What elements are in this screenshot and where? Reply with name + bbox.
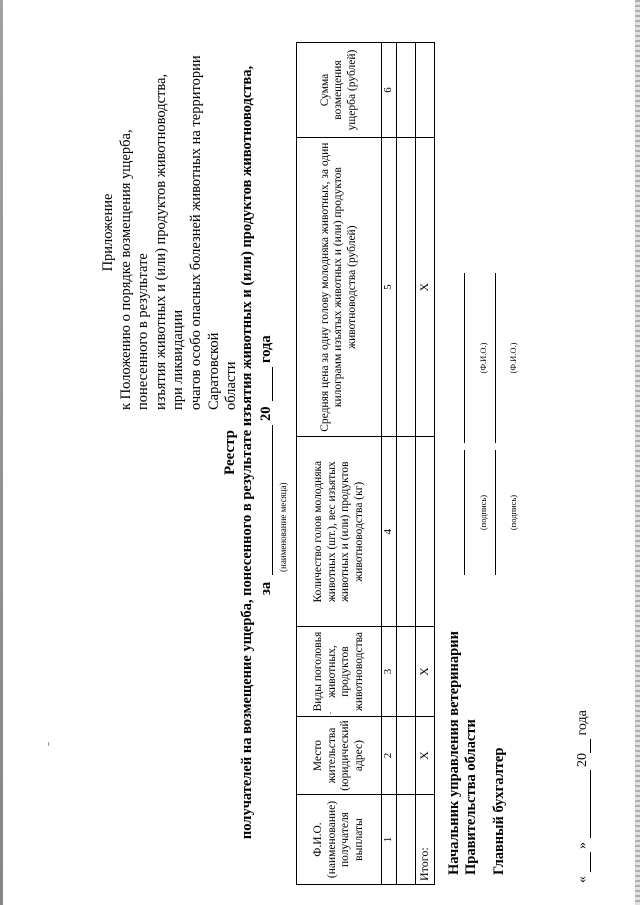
table-header-row [297,43,382,885]
total-row [415,43,434,885]
period-year-prefix: 20 [258,406,274,421]
column-number: 2 [382,717,397,795]
table-cell[interactable] [396,43,415,138]
column-number-row [382,43,397,885]
total-label: Итого: [415,795,434,885]
appendix-line: к Положению о порядке возмещения ущерба, понесенного в результате [117,129,152,410]
column-header: Ф.И.О. (наименование) получателя выплаты [297,795,382,885]
appendix-block [100,55,241,410]
table-cell[interactable] [396,627,415,717]
column-header: Количество голов молодняка животных (шт.), вес изъятых животных и (или) продуктов животноводства (кг) [297,437,382,627]
date-close-quote: » [575,842,590,849]
register-title: Реестр [222,430,238,476]
table-row [396,43,415,885]
total-cell: X [415,717,434,795]
column-header: Виды поголовья животных, продуктов животноводства [297,627,382,717]
date-year-blank[interactable] [590,739,591,753]
appendix-title: Приложение [100,193,116,272]
accountant-fio-line[interactable] [495,273,496,443]
register-table [296,42,435,885]
column-header: Сумма возмещения ущерба (рублей) [297,43,382,138]
table-cell[interactable] [396,795,415,885]
column-header: Место жительства (юридический адрес) [297,717,382,795]
signature-caption: (подпись) [478,494,488,531]
column-number: 6 [382,43,397,138]
column-number: 4 [382,437,397,627]
head-title-line1: Начальник управления ветеринарии [446,631,462,875]
total-cell: X [415,627,434,717]
column-header: Средняя цена за одну голову молодняка животных, за один килограмм изъятых животных и (или) продуктов животноводства (рублей) [297,137,382,436]
head-fio-line[interactable] [464,273,465,443]
column-number: 3 [382,627,397,717]
total-cell[interactable] [415,437,434,627]
date-month-blank[interactable] [590,771,591,839]
column-number: 1 [382,795,397,885]
year-blank [272,367,273,401]
appendix-line: очагов особо опасных болезней животных на территории Саратовской [187,55,222,410]
appendix-line: изъятия животных и (или) продуктов животноводства, при ликвидации [152,73,187,410]
table-cell[interactable] [396,437,415,627]
fio-caption: (Ф.И.О.) [508,342,518,374]
date-year-prefix: 20 [575,753,590,767]
head-signature-line[interactable] [464,450,465,575]
total-cell[interactable] [415,43,434,138]
period-year-suffix: года [258,335,274,363]
column-number: 5 [382,137,397,436]
date-open-quote: « [575,876,590,883]
register-subtitle: получателей на возмещение ущерба, понесенного в результате изъятия животных и (или) продуктов животноводства, [239,65,255,840]
table-cell[interactable] [396,717,415,795]
signature-caption: (подпись) [508,494,518,531]
appendix-line: области [223,361,240,410]
fio-caption: (Ф.И.О.) [478,342,488,374]
register-period [258,235,278,655]
table-cell[interactable] [396,137,415,436]
accountant-title: Главный бухгалтер [491,747,507,875]
date-year-suffix: года [575,710,590,736]
head-title-line2: Правительства области [463,719,479,875]
month-blank [272,425,273,575]
date-line [575,710,591,883]
accountant-signature-line[interactable] [495,450,496,575]
period-for-label: за [258,581,274,595]
total-cell: X [415,137,434,436]
month-caption: (наименование месяца) [278,482,288,572]
day-blank[interactable] [590,853,591,873]
